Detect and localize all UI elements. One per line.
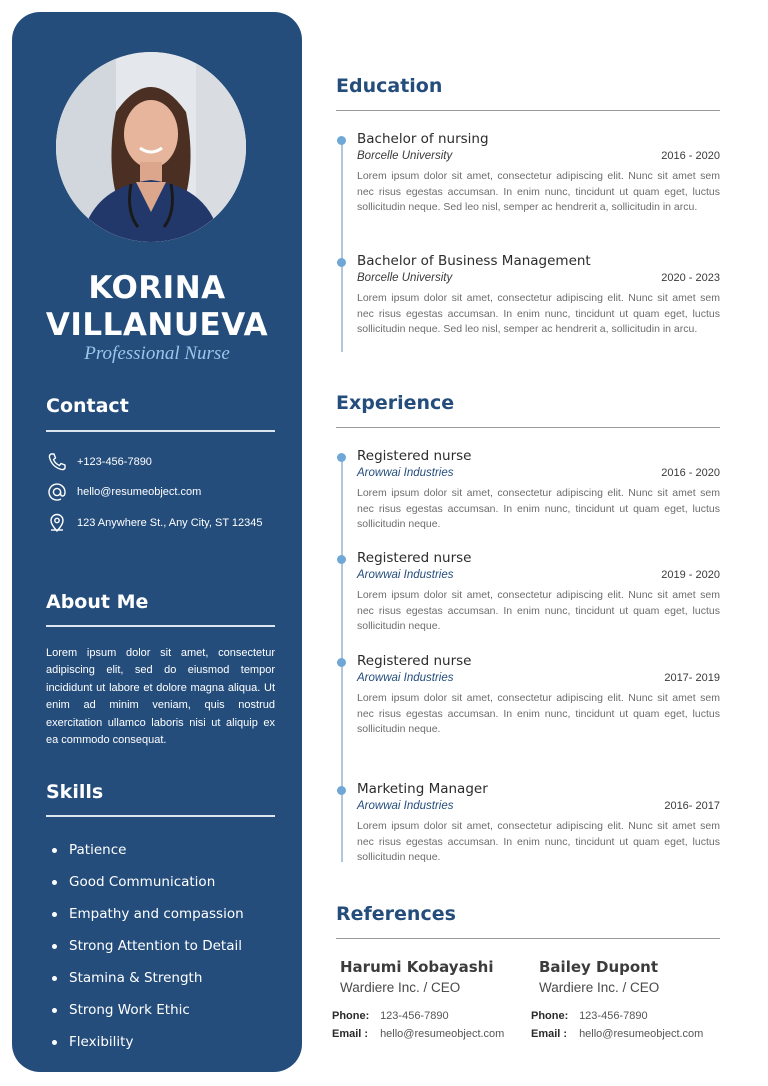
skill-item xyxy=(46,994,286,1026)
references-divider xyxy=(336,938,720,939)
entry-description: Lorem ipsum dolor sit amet, consectetur adipiscing elit. Nunc sit amet sem nec risus egestas accumsan. In enim nunc, tincidunt ut quam eget, luctus sollicitudin neque. xyxy=(357,589,720,633)
skill-label: Strong Work Ethic xyxy=(69,1002,190,1018)
skills-list xyxy=(46,834,286,1058)
education-timeline xyxy=(341,140,343,352)
contact-phone-text: +123-456-7890 xyxy=(77,456,152,468)
skill-label: Good Communication xyxy=(69,874,216,890)
experience-divider xyxy=(336,427,720,428)
experience-entry xyxy=(357,448,720,533)
entry-meta xyxy=(357,467,720,483)
reference-phone xyxy=(332,1010,530,1028)
skill-item xyxy=(46,962,286,994)
experience-entry xyxy=(357,781,720,866)
contact-address-text: 123 Anywhere St., Any City, ST 12345 xyxy=(77,517,263,529)
sidebar xyxy=(12,12,302,1072)
entry-organization: Borcelle University xyxy=(357,272,453,284)
skill-label: Strong Attention to Detail xyxy=(69,938,243,954)
contact-heading: Contact xyxy=(46,395,129,417)
entry-description: Lorem ipsum dolor sit amet, consectetur adipiscing elit. Nunc sit amet sem nec risus egestas accumsan. In enim nunc, tincidunt ut quam eget, luctus sollicitudin neque. Sed leo nisl, semper ac hendrerit a, sollicitudin in arcu. xyxy=(357,292,720,336)
about-heading: About Me xyxy=(46,591,149,613)
entry-title: Bachelor of nursing xyxy=(357,131,489,147)
entry-title: Registered nurse xyxy=(357,653,472,669)
timeline-dot-icon xyxy=(337,658,346,667)
bullet-icon xyxy=(52,848,57,853)
references-heading: References xyxy=(336,903,456,925)
entry-organization: Arowwai Industries xyxy=(357,800,454,812)
skill-item xyxy=(46,866,286,898)
entry-organization: Borcelle University xyxy=(357,150,453,162)
entry-meta xyxy=(357,672,720,688)
reference-title: Wardiere Inc. / CEO xyxy=(340,980,461,995)
reference-card xyxy=(332,958,530,1046)
education-entry xyxy=(357,253,720,338)
entry-date: 2019 - 2020 xyxy=(661,569,720,581)
about-divider xyxy=(46,625,275,627)
phone-label: Phone: xyxy=(531,1010,569,1022)
timeline-dot-icon xyxy=(337,136,346,145)
email-label: Email : xyxy=(332,1028,369,1040)
reference-card xyxy=(531,958,729,1046)
entry-organization: Arowwai Industries xyxy=(357,467,454,479)
email-label: Email : xyxy=(531,1028,568,1040)
at-icon xyxy=(46,481,68,503)
phone-icon xyxy=(46,451,68,473)
phone-label: Phone: xyxy=(332,1010,370,1022)
reference-phone-value[interactable]: 123-456-7890 xyxy=(579,1010,648,1022)
skill-label: Flexibility xyxy=(69,1034,134,1050)
timeline-dot-icon xyxy=(337,453,346,462)
reference-email xyxy=(332,1028,530,1046)
reference-email-value[interactable]: hello@resumeobject.com xyxy=(380,1028,505,1040)
skill-item xyxy=(46,930,286,962)
bullet-icon xyxy=(52,1008,57,1013)
candidate-role: Professional Nurse xyxy=(84,343,230,364)
contact-phone[interactable] xyxy=(46,451,286,473)
profile-photo xyxy=(56,52,246,242)
skill-label: Empathy and compassion xyxy=(69,906,244,922)
name-first: KORINA xyxy=(88,270,226,306)
reference-name: Harumi Kobayashi xyxy=(340,958,494,976)
entry-meta xyxy=(357,272,720,288)
name-last: VILLANUEVA xyxy=(45,307,269,343)
entry-date: 2020 - 2023 xyxy=(661,272,720,284)
entry-meta xyxy=(357,150,720,166)
skill-item xyxy=(46,834,286,866)
location-icon xyxy=(46,512,68,534)
timeline-dot-icon xyxy=(337,258,346,267)
bullet-icon xyxy=(52,880,57,885)
experience-heading: Experience xyxy=(336,392,455,414)
bullet-icon xyxy=(52,1040,57,1045)
entry-title: Registered nurse xyxy=(357,448,472,464)
profile-photo-illustration xyxy=(56,52,246,242)
reference-name: Bailey Dupont xyxy=(539,958,659,976)
bullet-icon xyxy=(52,944,57,949)
reference-email xyxy=(531,1028,729,1046)
entry-description: Lorem ipsum dolor sit amet, consectetur adipiscing elit. Nunc sit amet sem nec risus egestas accumsan. In enim nunc, tincidunt ut quam eget, luctus sollicitudin neque. xyxy=(357,820,720,864)
entry-date: 2016 - 2020 xyxy=(661,150,720,162)
contact-divider xyxy=(46,430,275,432)
contact-email[interactable] xyxy=(46,481,286,503)
entry-date: 2016- 2017 xyxy=(664,800,720,812)
skill-label: Stamina & Strength xyxy=(69,970,203,986)
experience-entry xyxy=(357,550,720,635)
entry-date: 2016 - 2020 xyxy=(661,467,720,479)
entry-title: Marketing Manager xyxy=(357,781,488,797)
reference-phone xyxy=(531,1010,729,1028)
entry-organization: Arowwai Industries xyxy=(357,672,454,684)
skills-heading: Skills xyxy=(46,781,104,803)
contact-address xyxy=(46,512,286,534)
entry-meta xyxy=(357,569,720,585)
timeline-dot-icon xyxy=(337,555,346,564)
reference-email-value[interactable]: hello@resumeobject.com xyxy=(579,1028,704,1040)
skills-divider xyxy=(46,815,275,817)
entry-title: Registered nurse xyxy=(357,550,472,566)
entry-title: Bachelor of Business Management xyxy=(357,253,591,269)
skill-label: Patience xyxy=(69,842,127,858)
entry-meta xyxy=(357,800,720,816)
bullet-icon xyxy=(52,912,57,917)
bullet-icon xyxy=(52,976,57,981)
entry-description: Lorem ipsum dolor sit amet, consectetur adipiscing elit. Nunc sit amet sem nec risus egestas accumsan. In enim nunc, tincidunt ut quam eget, luctus sollicitudin neque. xyxy=(357,487,720,531)
entry-organization: Arowwai Industries xyxy=(357,569,454,581)
about-text: Lorem ipsum dolor sit amet, consectetur adipiscing elit, sed do eiusmod tempor incididunt ut labore et dolore magna aliqua. Ut enim ad minim veniam, quis nostrud exercitation ullamco laboris nisi ut aliquip ex ea commodo consequat. xyxy=(46,647,275,747)
entry-description: Lorem ipsum dolor sit amet, consectetur adipiscing elit. Nunc sit amet sem nec risus egestas accumsan. In enim nunc, tincidunt ut quam eget, luctus sollicitudin neque. xyxy=(357,692,720,736)
skill-item xyxy=(46,1026,286,1058)
education-heading: Education xyxy=(336,75,443,97)
entry-description: Lorem ipsum dolor sit amet, consectetur adipiscing elit. Nunc sit amet sem nec risus egestas accumsan. In enim nunc, tincidunt ut quam eget, luctus sollicitudin neque. Sed leo nisl, semper ac hendrerit a, sollicitudin in arcu. xyxy=(357,170,720,214)
education-entry xyxy=(357,131,720,216)
experience-entry xyxy=(357,653,720,738)
skill-item xyxy=(46,898,286,930)
reference-title: Wardiere Inc. / CEO xyxy=(539,980,660,995)
contact-email-text: hello@resumeobject.com xyxy=(77,486,202,498)
candidate-name xyxy=(12,270,302,344)
entry-date: 2017- 2019 xyxy=(664,672,720,684)
education-divider xyxy=(336,110,720,111)
reference-phone-value[interactable]: 123-456-7890 xyxy=(380,1010,449,1022)
timeline-dot-icon xyxy=(337,786,346,795)
